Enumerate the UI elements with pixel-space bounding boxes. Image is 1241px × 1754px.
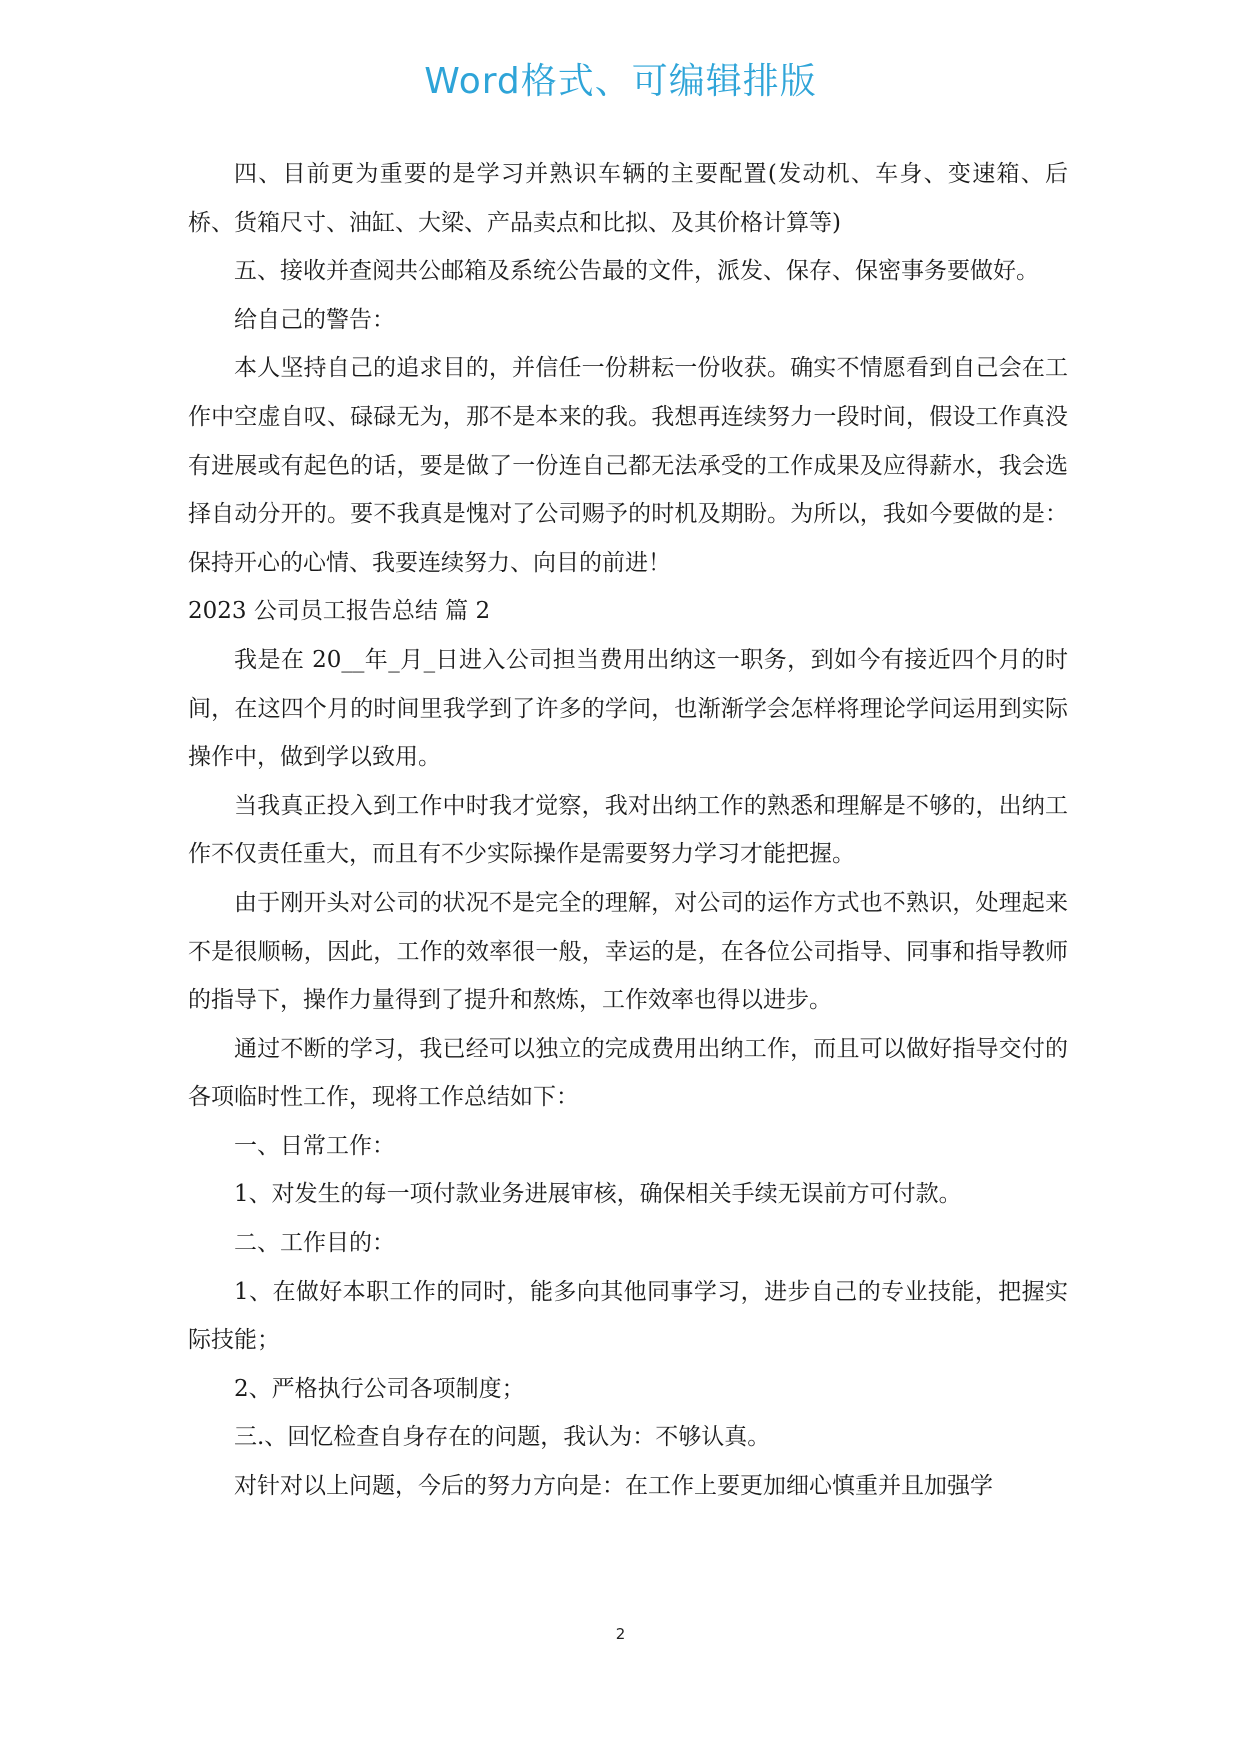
paragraph: 五、接收并查阅共公邮箱及系统公告最的文件，派发、保存、保密事务要做好。 — [234, 258, 1039, 285]
section-heading: 2023 公司员工报告总结 篇 2 — [188, 598, 491, 625]
paragraph: 四、目前更为重要的是学习并熟识车辆的主要配置(发动机、车身、变速箱、后桥、货箱尺寸、油缸、大梁、产品卖点和比拟、及其价格计算等) — [188, 161, 1068, 236]
list-heading: 一、日常工作： — [234, 1132, 395, 1159]
paragraph: 给自己的警告： — [234, 306, 395, 333]
paragraph: 我是在 20__年_月_日进入公司担当费用出纳这一职务，到如今有接近四个月的时间，在这四个月的时间里我学到了许多的学问，也渐渐学会怎样将理论学问运用到实际操作中，做到学以致用。 — [188, 646, 1068, 771]
page-number: 2 — [615, 1625, 626, 1643]
document-body — [188, 150, 1068, 1511]
paragraph: 本人坚持自己的追求目的，并信任一份耕耘一份收获。确实不情愿看到自己会在工作中空虚自叹、碌碌无为，那不是本来的我。我想再连续努力一段时间，假设工作真没有进展或有起色的话，要是做了一份连自己都无法承受的工作成果及应得薪水，我会选择自动分开的。要不我真是愧对了公司赐予的时机及期盼。为所以，我如今要做的是：保持开心的心情、我要连续努力、向目的前进！ — [188, 355, 1068, 576]
paragraph: 对针对以上问题，今后的努力方向是：在工作上要更加细心慎重并且加强学 — [234, 1473, 993, 1500]
list-heading: 三.、回忆检查自身存在的问题，我认为：不够认真。 — [234, 1424, 771, 1451]
paragraph: 通过不断的学习，我已经可以独立的完成费用出纳工作，而且可以做好指导交付的各项临时性工作，现将工作总结如下： — [188, 1035, 1068, 1111]
list-item: 1、在做好本职工作的同时，能多向其他同事学习，进步自己的专业技能，把握实际技能； — [188, 1278, 1068, 1354]
document-header-title: Word格式、可编辑排版 — [424, 61, 817, 102]
list-item: 1、对发生的每一项付款业务进展审核，确保相关手续无误前方可付款。 — [234, 1181, 962, 1208]
list-heading: 二、工作目的： — [234, 1230, 395, 1257]
paragraph: 当我真正投入到工作中时我才觉察，我对出纳工作的熟悉和理解是不够的，出纳工作不仅责任重大，而且有不少实际操作是需要努力学习才能把握。 — [188, 792, 1068, 868]
list-item: 2、严格执行公司各项制度； — [234, 1375, 525, 1402]
paragraph: 由于刚开头对公司的状况不是完全的理解，对公司的运作方式也不熟识，处理起来不是很顺畅，因此，工作的效率很一般，幸运的是，在各位公司指导、同事和指导教师的指导下，操作力量得到了提升和熬炼，工作效率也得以进步。 — [188, 889, 1068, 1014]
